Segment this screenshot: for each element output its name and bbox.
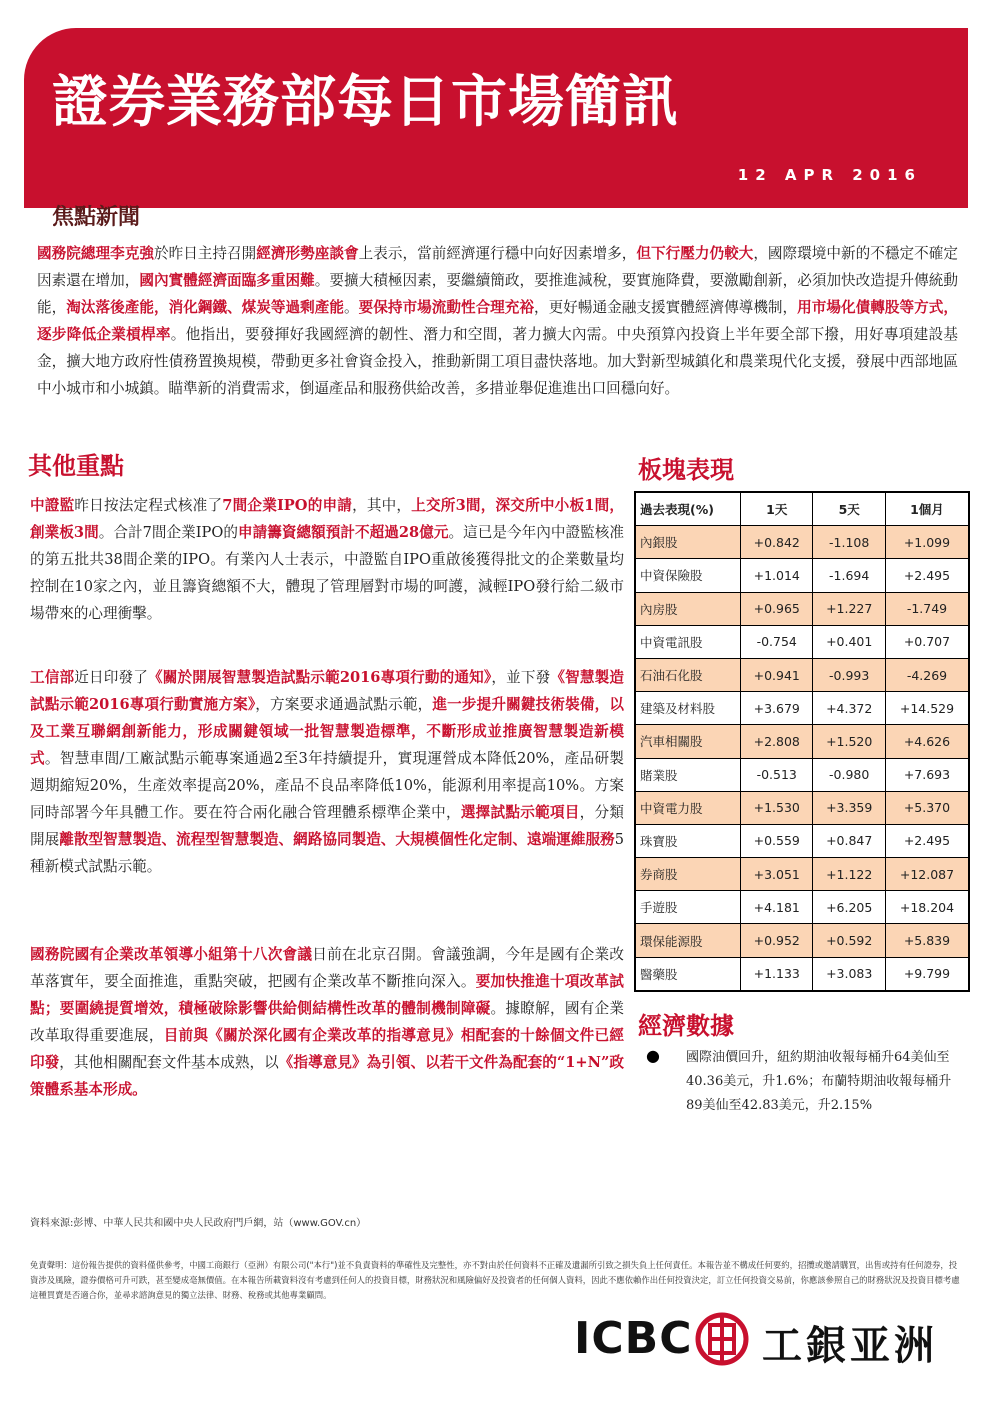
highlight-text: 選擇試點示範項目 [460,804,580,821]
highlight-text: 國內實體經濟面臨多重困難 [139,272,315,289]
table-row [635,924,969,957]
return-1m-cell: +9.799 [885,957,969,991]
return-1d-cell: +1.133 [741,957,813,991]
highlight-text: 《關於開展智慧製造試點示範2016專項行動的通知》 [148,669,492,686]
table-row [635,957,969,991]
sector-name-cell: 券商股 [635,858,741,891]
return-1m-cell: -4.269 [885,658,969,691]
return-1d-cell: +3.051 [741,858,813,891]
column-header-1d: 1天 [741,492,813,526]
return-5d-cell: -0.980 [813,758,885,791]
return-1d-cell: +0.965 [741,592,813,625]
focus-news-heading: 焦點新聞 [52,205,141,230]
body-text: 昨日按法定程式核准了 [74,497,223,514]
body-text: ，方案要求通過試點示範， [255,696,433,713]
return-1m-cell: +0.707 [885,625,969,658]
table-row [635,758,969,791]
highlight-text: 要保持市場流動性合理充裕 [358,299,535,316]
highlight-text: 目前與《關於深化國有企業改革的指導意見》相配套的十餘個文件已經印發 [30,1027,624,1071]
highlight-text: 進一步提升關鍵技術裝備，以及工業互聯網創新能力，形成關鍵領域一批智慧製造標準，不斷形成並推廣智慧製造新模式 [30,696,624,767]
return-1m-cell: +5.839 [885,924,969,957]
return-5d-cell: +1.122 [813,858,885,891]
highlight-text: 但下行壓力仍較大 [636,245,754,262]
highlight-text: 經濟形勢座談會 [256,245,359,262]
table-row [635,858,969,891]
return-5d-cell: +4.372 [813,692,885,725]
highlight-text: 要加快推進十項改革試點；要圍繞提質增效，積極破除影響供給側結構性改革的體制機制障礙 [30,973,624,1017]
return-1d-cell: +1.014 [741,559,813,592]
return-1m-cell: +18.204 [885,891,969,924]
body-text: 。合計7間企業IPO的 [98,524,238,541]
highlight-text: 申請籌資總額預計不超過28億元 [238,524,449,541]
data-source-note: 資料來源:彭博、中華人民共和國中央人民政府門戶網，站（www.GOV.cn） [30,1218,367,1229]
sector-name-cell: 環保能源股 [635,924,741,957]
return-1d-cell: +0.952 [741,924,813,957]
return-5d-cell: -1.694 [813,559,885,592]
disclaimer-text: 免責聲明：這份報告提供的資料僅供參考，中國工商銀行（亞洲）有限公司("本行")並不負責資料的準確性及完整性，亦不對由於任何資料不正確及遺漏所引致之損失負上任何責任。本報告並不構成任何要約，招攬或邀請購買，出售或持有任何證券，投資涉及風險，證券價格可升可跌，甚至變成毫無價值。在本報告所載資料沒有考慮到任何人的投資目標，財務狀況和風險偏好及投資者的任何個人資料，因此不應依賴作出任何投資決定，訂立任何投資交易前，你應該參照自己的財務狀況及投資目標考慮這種買賣是否適合你，並尋求諮詢意見的獨立法律、財務、稅務或其他專業顧問。 [30,1260,960,1300]
soe-reform-paragraph [30,941,624,1103]
body-text: 於昨日主持召開 [153,245,257,262]
return-1d-cell: +0.941 [741,658,813,691]
body-text: ，並下發 [491,669,551,686]
sector-name-cell: 石油石化股 [635,658,741,691]
sector-name-cell: 內房股 [635,592,741,625]
body-text: ，其中， [352,497,412,514]
return-1m-cell: +7.693 [885,758,969,791]
return-1d-cell: -0.513 [741,758,813,791]
csrc-ipo-paragraph [30,492,624,627]
return-1m-cell: +2.495 [885,824,969,857]
return-1d-cell: +1.530 [741,791,813,824]
table-row [635,824,969,857]
return-5d-cell: +3.359 [813,791,885,824]
sector-name-cell: 珠寶股 [635,824,741,857]
sector-name-cell: 中資保險股 [635,559,741,592]
highlight-text: 離散型智慧製造、流程型智慧製造、網路協同製造、大規模個性化定制、遠端運維服務 [59,831,615,848]
return-5d-cell: +0.401 [813,625,885,658]
return-5d-cell: -0.993 [813,658,885,691]
sector-name-cell: 內銀股 [635,526,741,559]
column-header-1m: 1個月 [885,492,969,526]
return-1d-cell: +0.842 [741,526,813,559]
oil-price-text: 國際油價回升，紐約期油收報每桶升64美仙至40.36美元，升1.6%；布蘭特期油收報每桶升89美仙至42.83美元，升2.15% [686,1050,952,1113]
page-title: 證券業務部每日市場簡訊 [52,70,679,135]
highlight-text: 《指導意見》為引領、以若干文件為配套的“1+N”政策體系基本形成。 [30,1054,624,1098]
table-row [635,891,969,924]
highlight-text: 《智慧製造試點示範2016專項行動實施方案》 [30,669,624,713]
return-1d-cell: -0.754 [741,625,813,658]
return-5d-cell: +3.083 [813,957,885,991]
return-5d-cell: +1.227 [813,592,885,625]
return-1d-cell: +3.679 [741,692,813,725]
return-1m-cell: +14.529 [885,692,969,725]
highlight-text: 用市場化債轉股等方式，逐步降低企業槓桿率 [37,299,958,343]
sector-name-cell: 醫藥股 [635,957,741,991]
return-1m-cell: -1.749 [885,592,969,625]
return-5d-cell: +6.205 [813,891,885,924]
body-text: 。 [344,299,359,316]
return-1d-cell: +0.559 [741,824,813,857]
body-text: 。他指出，要發揮好我國經濟的韌性、潛力和空間，著力擴大內需。中央預算內投資上半年要全部下撥，用好專項建設基金，擴大地方政府性債務置換規模，帶動更多社會資金投入，推動新開工項目盡快落地。加大對新型城鎮化和農業現代化支援，發展中西部地區中小城市和小城鎮。瞄準新的消費需求，倒逼產品和服務供給改善，多措並舉促進進出口回穩向好。 [37,326,958,397]
return-5d-cell: -1.108 [813,526,885,559]
table-row [635,791,969,824]
return-5d-cell: +1.520 [813,725,885,758]
return-5d-cell: +0.592 [813,924,885,957]
body-text: 近日印發了 [74,669,149,686]
sector-name-cell: 中資電訊股 [635,625,741,658]
body-text: 。智慧車間/工廠試點示範專案通過2至3年持續提升，實現運營成本降低20%，產品研製週期縮短20%，生產效率提高20%，產品不良品率降低10%，能源利用率提高10%。方案同時部署今年具體工作。要在符合兩化融合管理體系標準企業中， [30,750,624,821]
sector-name-cell: 賭業股 [635,758,741,791]
return-1m-cell: +12.087 [885,858,969,891]
other-highlights-heading: 其他重點 [28,452,124,480]
report-date: 12 APR 2016 [737,166,922,184]
body-text: 。這已是今年內中證監核准的第五批共38間企業的IPO。有業內人士表示，中證監自IPO重啟後獲得批文的企業數量均控制在10家之內，並且籌資總額不大，體現了管理層對市場的呵護，減輕IPO發行給二級市場帶來的心理衝擊。 [30,524,624,622]
table-row [635,625,969,658]
icbc-asia-logo-text: 工銀亚洲 [762,1323,938,1369]
table-row [635,692,969,725]
body-text: ，國際環境中新的不穩定不確定因素還在增加， [37,245,958,289]
sector-performance-heading: 板塊表現 [638,456,734,484]
highlight-text: 中證監 [30,497,75,514]
sector-name-cell: 手遊股 [635,891,741,924]
table-row [635,725,969,758]
sector-performance-table [634,491,970,992]
return-5d-cell: +0.847 [813,824,885,857]
icbc-logo-text: ICBC [574,1313,693,1364]
bullet-icon: ● [646,1046,660,1065]
body-text: ，更好暢通金融支援實體經濟傳導機制， [534,299,798,316]
miit-smart-manufacturing-paragraph [30,664,624,880]
table-row [635,658,969,691]
economic-data-heading: 經濟數據 [638,1012,734,1040]
return-1m-cell: +5.370 [885,791,969,824]
table-row [635,559,969,592]
body-text: 上表示，當前經濟運行穩中向好因素增多， [358,245,637,262]
body-text: 。據瞭解，國有企業改革取得重要進展， [30,1000,624,1044]
sector-name-cell: 汽車相關股 [635,725,741,758]
table-row [635,592,969,625]
highlight-text: 淘汰落後產能，消化鋼鐵、煤炭等過剩產能 [66,299,344,316]
sector-name-cell: 建築及材料股 [635,692,741,725]
sector-name-cell: 中資電力股 [635,791,741,824]
return-1m-cell: +2.495 [885,559,969,592]
body-text: ，分類開展 [30,804,624,848]
return-1m-cell: +4.626 [885,725,969,758]
highlight-text: 上交所3間，深交所中小板1間，創業板3間 [30,497,624,541]
highlight-text: 國務院總理李克強 [37,245,154,262]
return-1d-cell: +4.181 [741,891,813,924]
table-header-row [635,492,969,526]
focus-news-paragraph [37,240,958,402]
body-text: ，其他相關配套文件基本成熟，以 [59,1054,279,1071]
return-1d-cell: +2.808 [741,725,813,758]
table-row [635,526,969,559]
column-header-5d: 5天 [813,492,885,526]
highlight-text: 工信部 [30,669,75,686]
body-text: 日前在北京召開。會議強調，今年是國有企業改革落實年，要全面推進，重點突破，把國有企業改革不斷推向深入。 [30,946,624,990]
column-header-period: 過去表現(%) [635,492,741,526]
highlight-text: 國務院國有企業改革領導小組第十八次會議 [30,946,313,963]
return-1m-cell: +1.099 [885,526,969,559]
highlight-text: 7間企業IPO的申請 [222,497,353,514]
body-text: 。要擴大積極因素，要繼續簡政，要推進減稅，要實施降費，要激勵創新，必須加快改造提升傳統動能， [37,272,958,316]
body-text: 5種新模式試點示範。 [30,831,624,875]
